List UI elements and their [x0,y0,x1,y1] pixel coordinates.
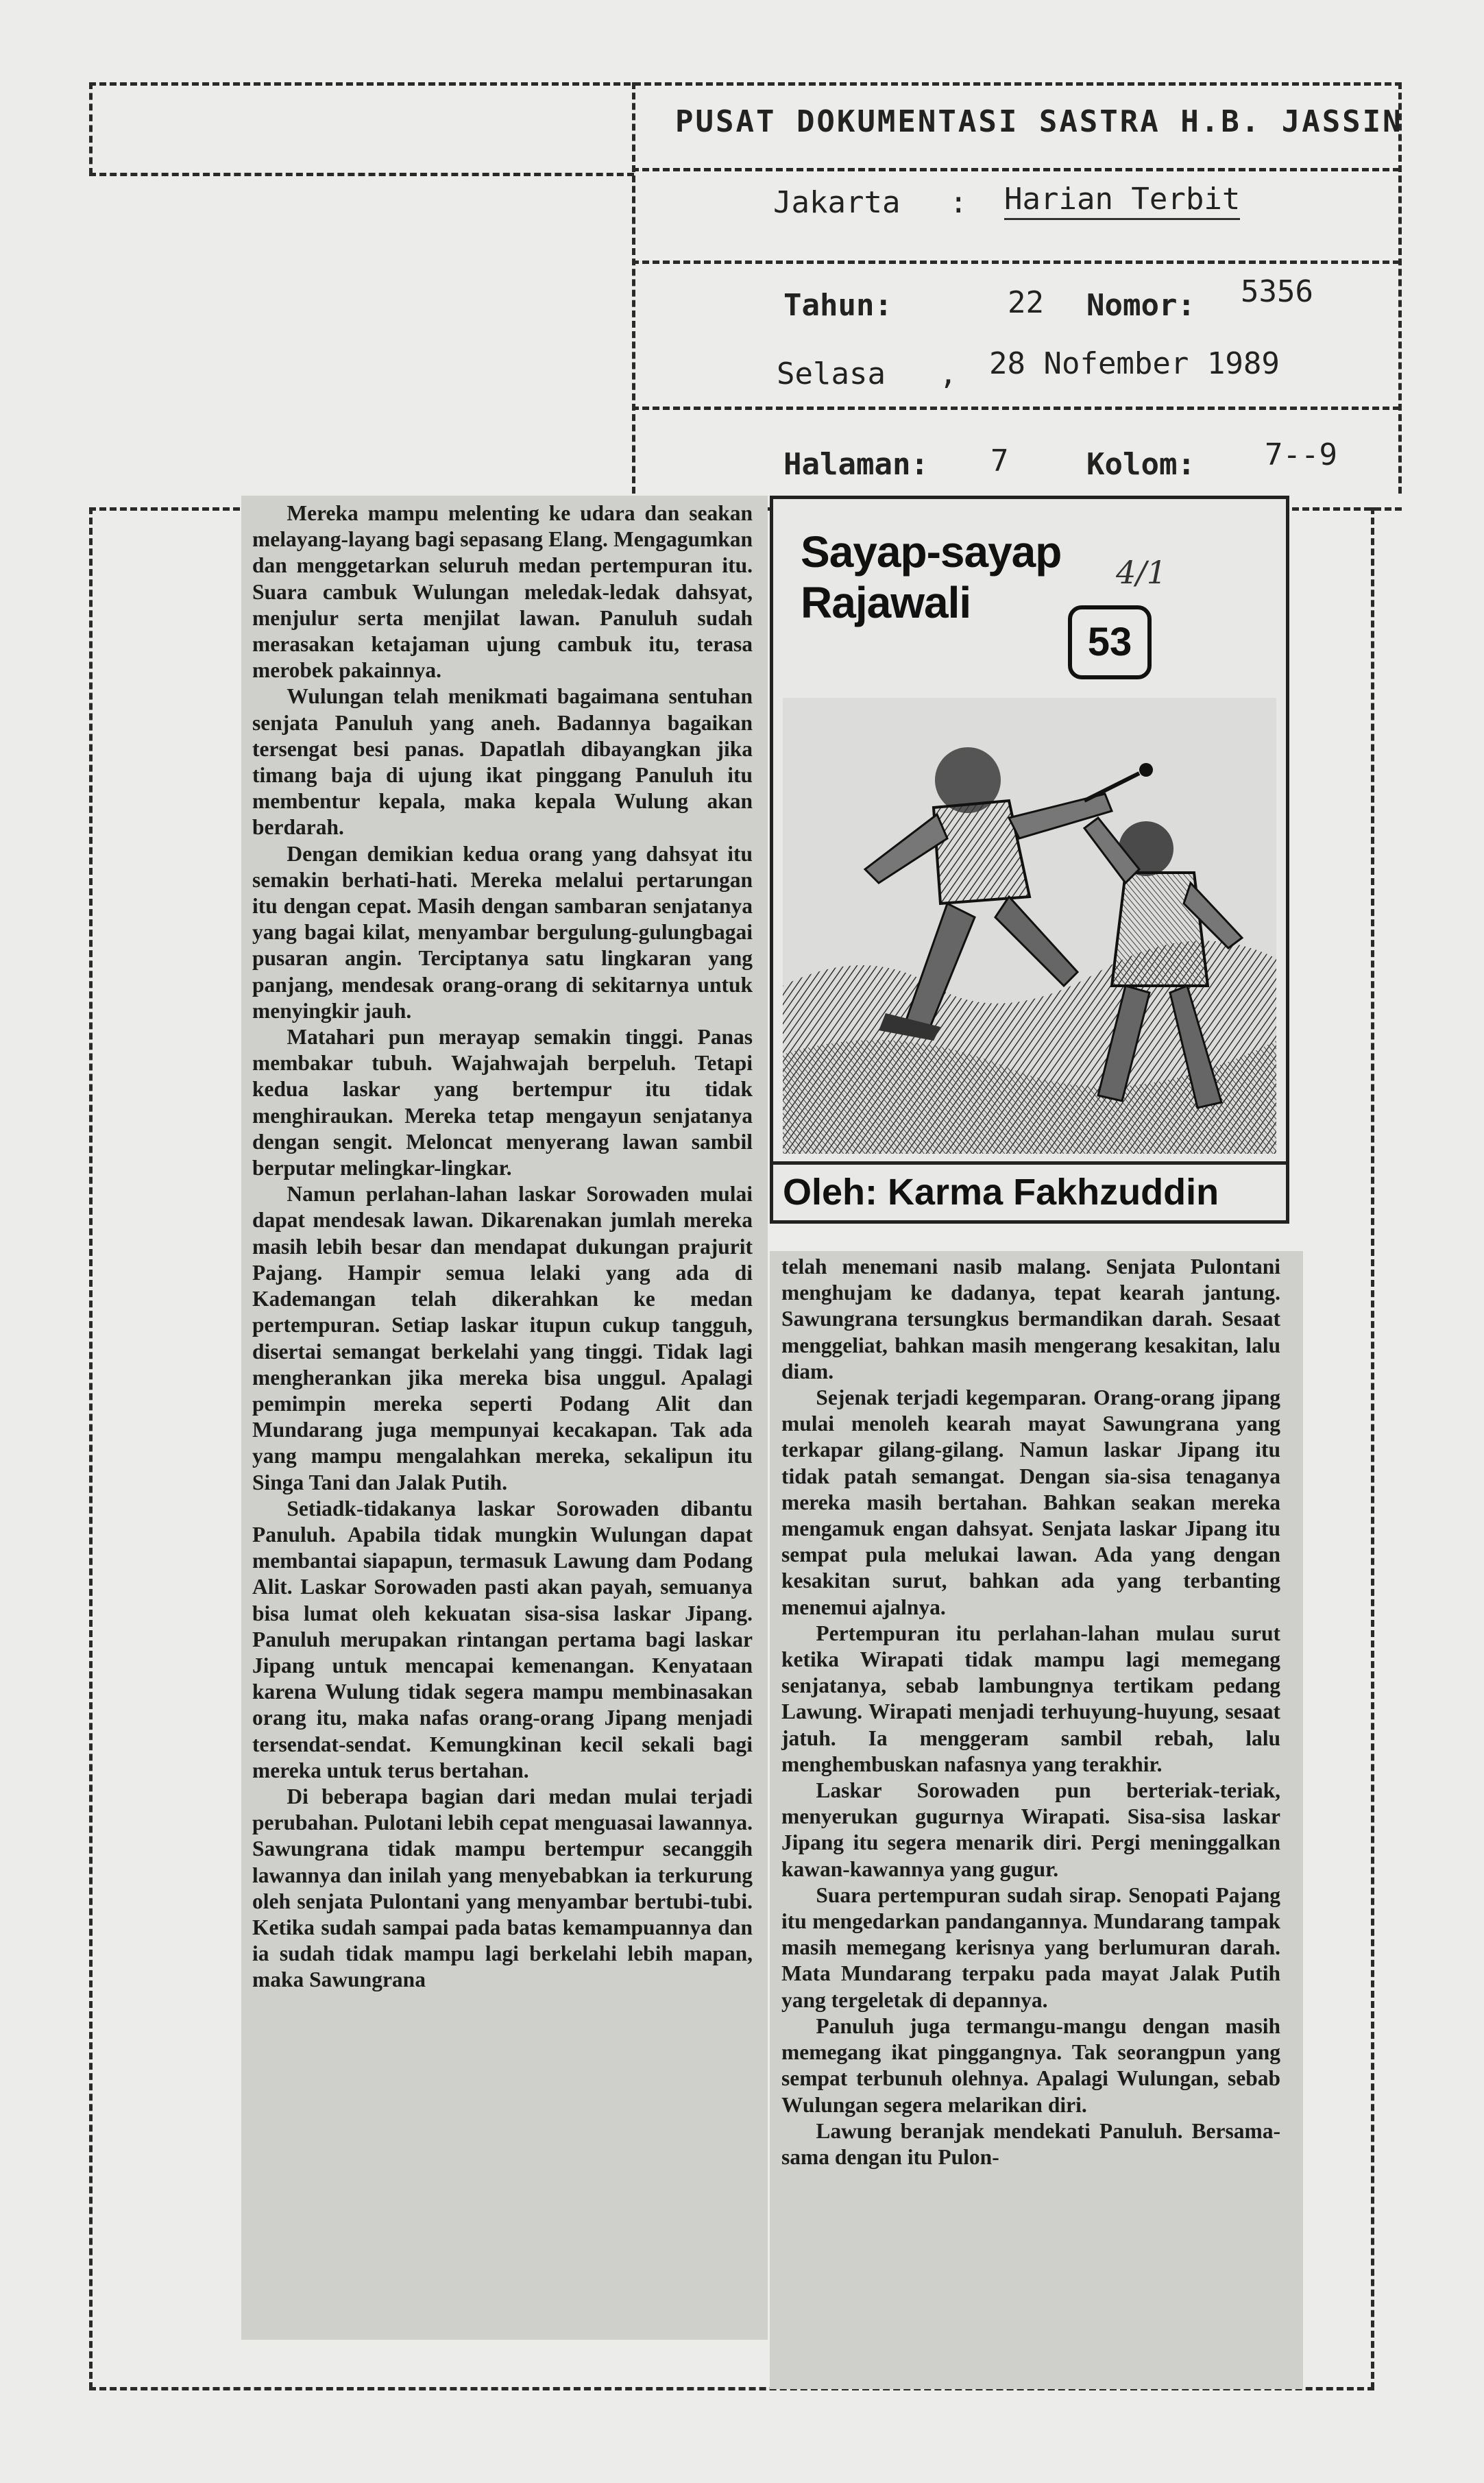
paragraph: Dengan demikian kedua orang yang dahsyat itu semakin berhati-hati. Mereka melalui pertarungan itu dengan cepat. Masih dengan sambaran senjatanya yang bagai kilat, menyambar bergulung-gulungbagai pusaran angin. Terciptanya satu lingkaran yang panjang, mendesak orang-orang di sekitarnya untuk menyingkir jauh. [252,841,753,1023]
stamp-day: Selasa [777,356,886,391]
paragraph: telah menemani nasib malang. Senjata Pulontani menghujam ke dadanya, tepat kearah jantung. Sawungrana tersungkus bermandikan darah. Sesaat menggeliat, bahkan masih mengerang kesakitan, lalu diam. [781,1255,1280,1383]
paragraph: Namun perlahan-lahan laskar Sorowaden mulai dapat mendesak lawan. Dikarenakan jumlah mereka masih lebih besar dan mendapat dukungan prajurit Pajang. Hampir semua lelaki yang ada di Kademangan telah dikerahkan ke medan pertempuran. Setiap laskar itupun cukup tangguh, disertai semangat berkelahi yang tinggi. Tidak lagi mengherankan jika mereka bisa unggul. Apalagi pemimpin mereka seperti Podang Alit dan Mundarang juga mempunyai kecakapan. Tak ada yang mampu mengalahkan mereka, sekalipun itu Singa Tani dan Jalak Putih. [252,1182,753,1494]
paragraph: Suara pertempuran sudah sirap. Senopati Pajang itu mengedarkan pandangannya. Mundarang tampak masih memegang kerisnya yang berlumuran darah. Mata Mundarang terpaku pada mayat Jalak Putih yang tergeletak di depannya. [781,1882,1280,2012]
paragraph: Pertempuran itu perlahan-lahan mulau surut ketika Wirapati tidak mampu lagi memegang senjatanya, sebab lambungnya tertikam pedang Lawung. Wirapati menjadi terhuyung-huyung, sesaat jatuh. Ia menggeram sambil rebah, lalu menghembuskan nafasnya yang terakhir. [781,1621,1280,1776]
paragraph: Setiadk-tidakanya laskar Sorowaden dibantu Panuluh. Apabila tidak mungkin Wulungan dapat membantai siapapun, termasuk Lawung dam Podang Alit. Laskar Sorowaden pasti akan payah, semuanya bisa lumat oleh kekuatan sisa-sisa laskar Jipang. Panuluh merupakan rintangan pertama bagi laskar Jipang untuk mencapai kemenangan. Kenyataan karena Wulung tidak segera mampu membinasakan orang itu, maka nafas orang-orang Jipang menjadi tersendat-sendat. Kemungkinan kecil sekali bagi mereka untuk terus bertahan. [252,1496,753,1782]
stamp-halaman-label: Halaman: [783,447,929,482]
stamp-comma: , [939,356,958,391]
stamp-row-line-3 [632,407,1400,410]
stamp-right-edge [1398,82,1402,494]
stamp-divider-left [89,173,634,176]
stamp-colon: : [949,185,968,220]
paragraph: Laskar Sorowaden pun berteriak-teriak, menyerukan gugurnya Wirapati. Sisa-sisa laskar Jipang itu segera menarik diri. Pergi meninggalkan kawan-kawannya yang gugur. [781,1778,1280,1881]
paragraph: Matahari pun merayap semakin tinggi. Panas membakar tubuh. Wajahwajah berpeluh. Tetapi kedua laskar yang bertempur itu tidak menghiraukan. Mereka tetap mengayun senjatanya dengan sengit. Meloncat menyerang lawan sambil berputar melingkar-lingkar. [252,1025,753,1180]
stamp-row-line-1 [632,168,1400,171]
stamp-date: 28 Nofember 1989 [989,346,1280,381]
paragraph: Panuluh juga termangu-mangu dengan masih memegang ikat pinggangnya. Tak seorangpun yang sempat terbunuh olehnya. Apalagi Wulungan, sebab Wulungan segera melarikan diri. [781,2013,1280,2117]
stamp-kolom-value: 7--9 [1265,437,1337,472]
handwritten-mark: 4/1 [1116,554,1167,591]
stamp-tahun-label: Tahun: [783,288,892,323]
author-byline: Oleh: Karma Fakhzuddin [773,1161,1286,1220]
stamp-nomor-value: 5356 [1241,274,1313,309]
serial-title-line-2: Rajawali [801,578,971,627]
paragraph: Wulungan telah menikmati bagaimana sentuhan senjata Panuluh yang aneh. Badannya bagaikan tersengat besi panas. Dapatlah dibayangkan jika timang baja di ujung ikat pinggang Panuluh itu membentur kepala, maka kepala Wulung akan berdarah. [252,684,753,840]
two-warriors-fighting-illustration [783,698,1276,1154]
stamp-kolom-label: Kolom: [1086,447,1195,482]
paragraph: Mereka mampu melenting ke udara dan seakan melayang-layang bagi sepasang Elang. Mengagumkan dan menggetarkan seluruh medan pertempuran itu. Suara cambuk Wulungan meledak-ledak dahsyat, menjulur serta menjilat lawan. Panuluh sudah merasakan ketajaman ujung cambuk itu, terasa merobek pakainnya. [252,501,753,683]
stamp-left-edge [89,82,93,175]
paragraph: Lawung beranjak mendekati Panuluh. Bersama-sama dengan itu Pulon- [781,2118,1280,2169]
stamp-halaman-value: 7 [990,444,1009,479]
stamp-middle-divider [632,82,635,494]
stamp-row-line-2 [632,261,1400,264]
serial-title-line-1: Sayap-sayap [801,527,1062,577]
article-column-right [781,1254,1280,2170]
stamp-tahun-value: 22 [1008,285,1044,320]
article-column-left [252,500,753,1994]
clipping-left-border [89,507,93,2389]
serial-illustration [770,496,1289,1224]
stamp-city: Jakarta [773,185,901,220]
stamp-newspaper: Harian Terbit [1004,182,1240,220]
episode-badge: 53 [1068,605,1152,679]
clipping-right-border [1371,507,1374,2389]
paragraph: Sejenak terjadi kegemparan. Orang-orang jipang mulai menoleh kearah mayat Sawungrana yang terkapar gilang-gilang. Namun laskar Jipang itu tidak patah semangat. Dengan sia-sisa tenaganya mereka masih bertahan. Bahkan seakan mereka mengamuk engan dahsyat. Senjata laskar Jipang itu sempat pula melukai lawan. Ada yang dengan kesakitan surut, bahkan ada yang terbanting menemui ajalnya. [781,1385,1280,1619]
stamp-top-border [89,82,1402,86]
stamp-nomor-label: Nomor: [1086,288,1195,323]
paragraph: Di beberapa bagian dari medan mulai terjadi perubahan. Pulotani lebih cepat menguasai lawannya. Sawungrana tidak mampu bertempur secanggih lawannya dan inilah yang menyebabkan ia terkurung oleh senjata Pulontani yang menyambar bertubi-tubi. Ketika sudah sampai pada batas kemampuannya dan ia sudah tidak mampu lagi berkelahi lebih mapan, maka Sawungrana [252,1784,753,1992]
stamp-title: PUSAT DOKUMENTASI SASTRA H.B. JASSIN [675,104,1403,139]
